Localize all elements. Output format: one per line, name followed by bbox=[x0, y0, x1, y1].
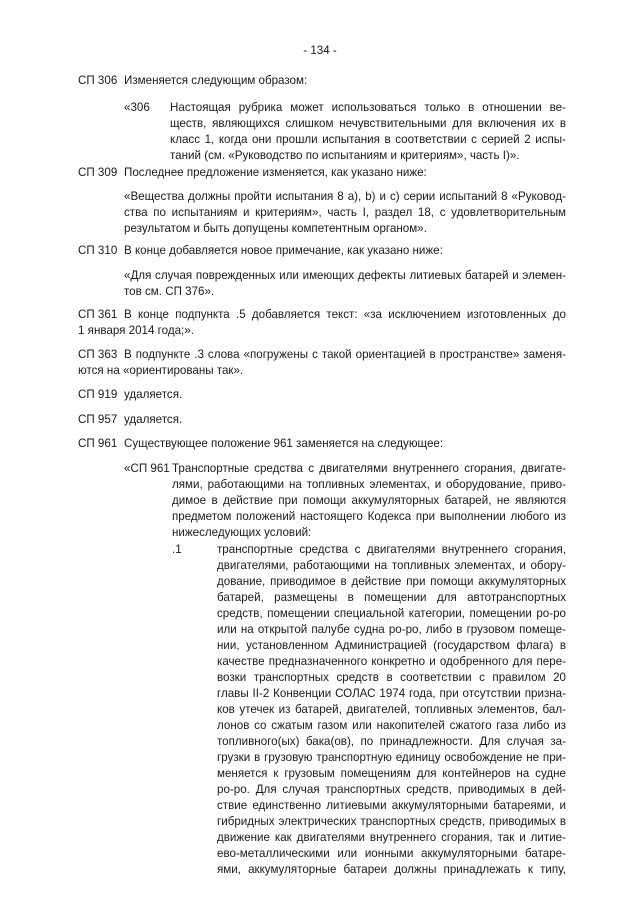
sp961-item-line: дование, приводимое в действие при помощи аккумуляторных bbox=[217, 575, 566, 588]
sp306-line: класс 1, когда они прошли испытания в соответствии с серией 2 испы- bbox=[170, 133, 566, 146]
sp961-item-line: главы II-2 Конвенции СОЛАС 1974 года, при отсутствии призна- bbox=[217, 687, 566, 700]
sp309-line: результатом и быть допущены компетентным органом». bbox=[124, 222, 427, 235]
sp961-quote-code: «СП 961 bbox=[124, 462, 170, 475]
sp961-item-line: двигателями, работающими на топливных элементах, и обору- bbox=[217, 559, 566, 572]
sp961-item-line: грузки в грузовую транспортную единицу освобождение не при- bbox=[217, 751, 566, 764]
sp309-line: ства по испытаниям и критериям», часть I, раздел 18, с удовлетворительным bbox=[124, 206, 566, 219]
sp361-line: 1 января 2014 года;». bbox=[78, 324, 194, 337]
sp309-code: СП 309 bbox=[78, 166, 118, 179]
sp961-item-line: ков утечек из батарей, двигателей, топливных элементов, бал- bbox=[217, 703, 566, 716]
sp306-line: Настоящая рубрика может использоваться только в отношении ве- bbox=[170, 101, 566, 114]
sp310-line: «Для случая поврежденных или имеющих дефекты литиевых батарей и элемен- bbox=[124, 269, 566, 282]
sp961-item-line: ево-металлическими или ионными аккумуляторными батаре- bbox=[217, 847, 566, 860]
sp310-code: СП 310 bbox=[78, 244, 118, 257]
sp363-code: СП 363 bbox=[78, 348, 118, 361]
sp957-text: удаляется. bbox=[124, 413, 183, 426]
sp309-line: «Вещества должны пройти испытания 8 а), b) и с) серии испытаний 8 «Руковод- bbox=[124, 190, 566, 203]
sp961-item-line: или на открытой палубе судна ро-ро, либо в грузовом помеще- bbox=[217, 623, 566, 636]
sp961-item-line: ями, аккумуляторные батареи должны принадлежать к типу, bbox=[217, 863, 566, 876]
sp961-item-line: лонов со сжатым газом или накопителей сжатого газа либо из bbox=[217, 719, 566, 732]
sp961-item-line: топливного(ых) бака(ов), по принадлежности. Для случая за- bbox=[217, 735, 566, 748]
sp961-item-line: транспортные средства с двигателями внутреннего сгорания, bbox=[217, 543, 566, 556]
sp361-code: СП 361 bbox=[78, 308, 118, 321]
sp309-intro: Последнее предложение изменяется, как указано ниже: bbox=[124, 166, 427, 179]
sp306-code: СП 306 bbox=[78, 74, 118, 87]
sp961-line: Транспортные средства с двигателями внутреннего сгорания, двигате- bbox=[172, 462, 566, 475]
sp961-item-line: движение как двигателями внутреннего сгорания, так и литие- bbox=[217, 831, 566, 844]
sp361-line: В конце подпункта .5 добавляется текст: «за исключением изготовленных до bbox=[124, 308, 566, 321]
sp310-intro: В конце добавляется новое примечание, как указано ниже: bbox=[124, 244, 443, 257]
sp961-item-line: гибридных электрических транспортных средств, приводимых в bbox=[217, 815, 566, 828]
page-number: - 134 - bbox=[303, 44, 337, 57]
sp961-intro: Существующее положение 961 заменяется на следующее: bbox=[124, 437, 444, 450]
sp363-line: В подпункте .3 слова «погружены с такой ориентацией в пространстве» заменя- bbox=[124, 348, 566, 361]
sp363-line: ются на «ориентированы так». bbox=[78, 364, 244, 377]
sp919-code: СП 919 bbox=[78, 388, 118, 401]
sp961-item-number: .1 bbox=[172, 543, 182, 556]
sp961-line: лями, работающими на топливных элементах, и оборудование, приво- bbox=[172, 478, 566, 491]
sp306-intro: Изменяется следующим образом: bbox=[124, 74, 308, 87]
sp961-item-line: меняется к грузовым помещениям для контейнеров на судне bbox=[217, 767, 566, 780]
sp957-code: СП 957 bbox=[78, 413, 118, 426]
sp961-line: димое в действие при помощи аккумуляторных батарей, не являются bbox=[172, 494, 566, 507]
sp306-line: таний (см. «Руководство по испытаниям и критериям», часть I)». bbox=[170, 149, 520, 162]
sp919-text: удаляется. bbox=[124, 388, 183, 401]
sp306-line: ществ, являющихся слишком нечувствительными для включения их в bbox=[170, 117, 566, 130]
sp961-item-line: средств, помещении специальной категории, помещении ро-ро bbox=[217, 607, 566, 620]
sp961-line: предметом положений настоящего Кодекса при выполнении любого из bbox=[172, 510, 566, 523]
sp310-line: тов см. СП 376». bbox=[124, 285, 215, 298]
sp961-item-line: батарей, размещены в помещении для автотранспортных bbox=[217, 591, 566, 604]
sp961-code: СП 961 bbox=[78, 437, 118, 450]
sp306-quote-number: «306 bbox=[124, 101, 150, 114]
sp961-item-line: возки транспортных средств в соответствии с правилом 20 bbox=[217, 671, 566, 684]
sp961-line: нижеследующих условий: bbox=[172, 526, 312, 539]
sp961-item-line: нии, установленном Администрацией (государством флага) в bbox=[217, 639, 566, 652]
sp961-item-line: качестве предназначенного конкретно и одобренного для пере- bbox=[217, 655, 566, 668]
sp961-item-line: ро-ро. Для случая транспортных средств, приводимых в дей- bbox=[217, 783, 566, 796]
sp961-item-line: ствие единственно литиевыми аккумуляторными батареями, и bbox=[217, 799, 566, 812]
